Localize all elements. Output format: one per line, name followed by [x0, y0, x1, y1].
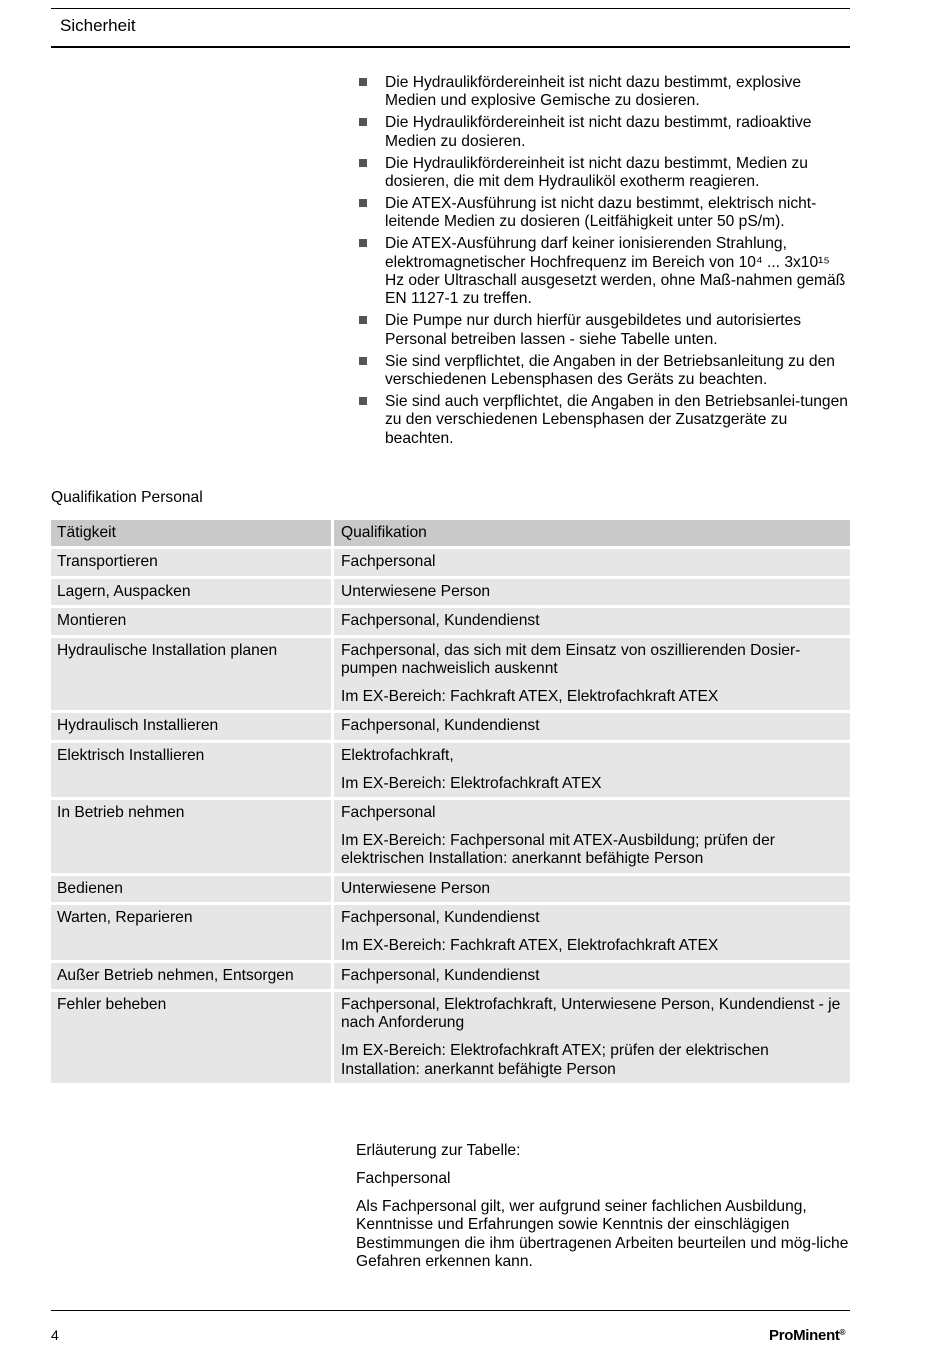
list-item-text: Die ATEX-Ausführung darf keiner ionisierenden Strahlung, elektromagnetischer Hochfrequenz im Bereich von 10⁴ ... 3x10¹⁵ Hz oder Ultraschall ausgesetzt werden, ohne Maß-nahmen gemäß EN 1127-1 zu treffen.: [385, 235, 846, 308]
qualification-cell: [334, 743, 850, 797]
list-item-text: Die Hydraulikfördereinheit ist nicht dazu bestimmt, explosive Medien und explosive Gemische zu dosieren.: [385, 74, 802, 110]
column-header-qualification: Qualifikation: [334, 520, 850, 546]
table-row: [51, 608, 850, 634]
header-bottom-rule: [51, 46, 850, 48]
qualification-cell: [334, 579, 850, 605]
brand-logo: [769, 1327, 845, 1344]
qualification-text: Unterwiesene Person: [341, 582, 491, 600]
qualification-text: Im EX-Bereich: Fachpersonal mit ATEX-Ausbildung; prüfen der elektrischen Installation: anerkannt befähigte Person: [341, 831, 775, 868]
qualification-text: Fachpersonal, Kundendienst: [341, 966, 540, 984]
explanation-text: Als Fachpersonal gilt, wer aufgrund seiner fachlichen Ausbildung, Kenntnisse und Erfahrungen sowie Kenntnis der einschlägigen Bestimmungen die ihm übertragenen Arbeiten beurteilen und mög-liche Gefahren erkennen kann.: [356, 1198, 849, 1271]
activity-cell: In Betrieb nehmen: [51, 800, 331, 873]
explanation-heading: Erläuterung zur Tabelle:: [356, 1142, 521, 1159]
qualification-text: Fachpersonal, Kundendienst: [341, 612, 540, 630]
table-header-row: [51, 520, 850, 546]
qualification-text: Fachpersonal, Elektrofachkraft, Unterwiesene Person, Kundendienst - je nach Anforderung: [341, 995, 841, 1032]
qualification-table: [51, 520, 850, 1086]
activity-cell: Transportieren: [51, 549, 331, 575]
qualification-cell: [334, 549, 850, 575]
table-row: [51, 549, 850, 575]
section-heading: Qualifikation Personal: [51, 489, 203, 506]
activity-cell: Außer Betrieb nehmen, Entsorgen: [51, 963, 331, 989]
list-item-text: Sie sind verpflichtet, die Angaben in der Betriebsanleitung zu den verschiedenen Lebensphasen des Geräts zu beachten.: [385, 352, 835, 389]
qualification-cell: [334, 638, 850, 711]
list-item-text: Die Hydraulikfördereinheit ist nicht dazu bestimmt, Medien zu dosieren, die mit dem Hydrauliköl exotherm reagieren.: [385, 154, 808, 191]
activity-cell: Hydraulisch Installieren: [51, 713, 331, 739]
qualification-text: Im EX-Bereich: Elektrofachkraft ATEX; prüfen der elektrischen Installation: anerkannt befähigte Person: [341, 1042, 769, 1078]
brand-name: ProMinent: [769, 1327, 840, 1344]
column-header-activity: Tätigkeit: [51, 520, 331, 546]
list-item-text: Die Pumpe nur durch hierfür ausgebildetes und autorisiertes Personal betreiben lassen - siehe Tabelle unten.: [385, 312, 802, 348]
table-row: [51, 992, 850, 1083]
qualification-text: Fachpersonal: [341, 553, 436, 571]
qualification-text: Im EX-Bereich: Fachkraft ATEX, Elektrofachkraft ATEX: [341, 687, 719, 705]
activity-cell: Warten, Reparieren: [51, 905, 331, 959]
activity-cell: Hydraulische Installation planen: [51, 638, 331, 711]
qualification-text: Im EX-Bereich: Elektrofachkraft ATEX: [341, 774, 602, 792]
list-item: [358, 235, 853, 309]
list-item: [358, 114, 853, 151]
bullet-square-icon: [359, 78, 367, 86]
table-row: [51, 743, 850, 797]
qualification-cell: [334, 608, 850, 634]
qualification-text: Im EX-Bereich: Fachkraft ATEX, Elektrofachkraft ATEX: [341, 937, 719, 955]
qualification-text: Fachpersonal, Kundendienst: [341, 717, 540, 735]
qualification-cell: [334, 876, 850, 902]
qualification-cell: [334, 800, 850, 873]
page-title: Sicherheit: [60, 16, 136, 35]
table-row: [51, 638, 850, 711]
footer-rule: [51, 1310, 850, 1311]
qualification-text: Fachpersonal, Kundendienst: [341, 909, 540, 927]
qualification-text: Unterwiesene Person: [341, 879, 491, 897]
list-item: [358, 312, 853, 349]
bullet-square-icon: [359, 357, 367, 365]
bullet-square-icon: [359, 159, 367, 167]
list-item: [358, 155, 853, 192]
table-row: [51, 579, 850, 605]
bullet-square-icon: [359, 397, 367, 405]
list-item-text: Die Hydraulikfördereinheit ist nicht dazu bestimmt, radioaktive Medien zu dosieren.: [385, 114, 812, 150]
table-row: [51, 713, 850, 739]
table-row: [51, 876, 850, 902]
table-row: [51, 905, 850, 959]
activity-cell: Montieren: [51, 608, 331, 634]
qualification-cell: [334, 713, 850, 739]
qualification-text: Fachpersonal, das sich mit dem Einsatz von oszillierenden Dosier-pumpen nachweislich auskennt: [341, 641, 801, 678]
bullet-square-icon: [359, 239, 367, 247]
page-number: 4: [51, 1327, 59, 1343]
qualification-cell: [334, 992, 850, 1083]
header-top-rule: [51, 8, 850, 9]
table-row: [51, 800, 850, 873]
list-item: [358, 195, 853, 232]
activity-cell: Lagern, Auspacken: [51, 579, 331, 605]
list-item: [358, 353, 853, 390]
list-item: [358, 393, 853, 448]
qualification-cell: [334, 905, 850, 959]
list-item-text: Sie sind auch verpflichtet, die Angaben in den Betriebsanlei-tungen zu den verschiedenen Lebensphasen der Zusatzgeräte zu beachten.: [385, 393, 848, 447]
table-row: [51, 963, 850, 989]
registered-mark: ®: [839, 1328, 846, 1337]
qualification-text: Fachpersonal: [341, 804, 436, 822]
qualification-cell: [334, 963, 850, 989]
list-item-text: Die ATEX-Ausführung ist nicht dazu bestimmt, elektrisch nicht-leitende Medien zu dosieren (Leitfähigkeit unter 50 pS/m).: [385, 194, 817, 231]
qualification-text: Elektrofachkraft,: [341, 746, 454, 764]
bullet-square-icon: [359, 118, 367, 126]
activity-cell: Elektrisch Installieren: [51, 743, 331, 797]
activity-cell: Fehler beheben: [51, 992, 331, 1083]
explanation-subheading: Fachpersonal: [356, 1170, 451, 1187]
activity-cell: Bedienen: [51, 876, 331, 902]
safety-bullet-list: [358, 74, 853, 452]
list-item: [358, 74, 853, 111]
bullet-square-icon: [359, 199, 367, 207]
bullet-square-icon: [359, 316, 367, 324]
